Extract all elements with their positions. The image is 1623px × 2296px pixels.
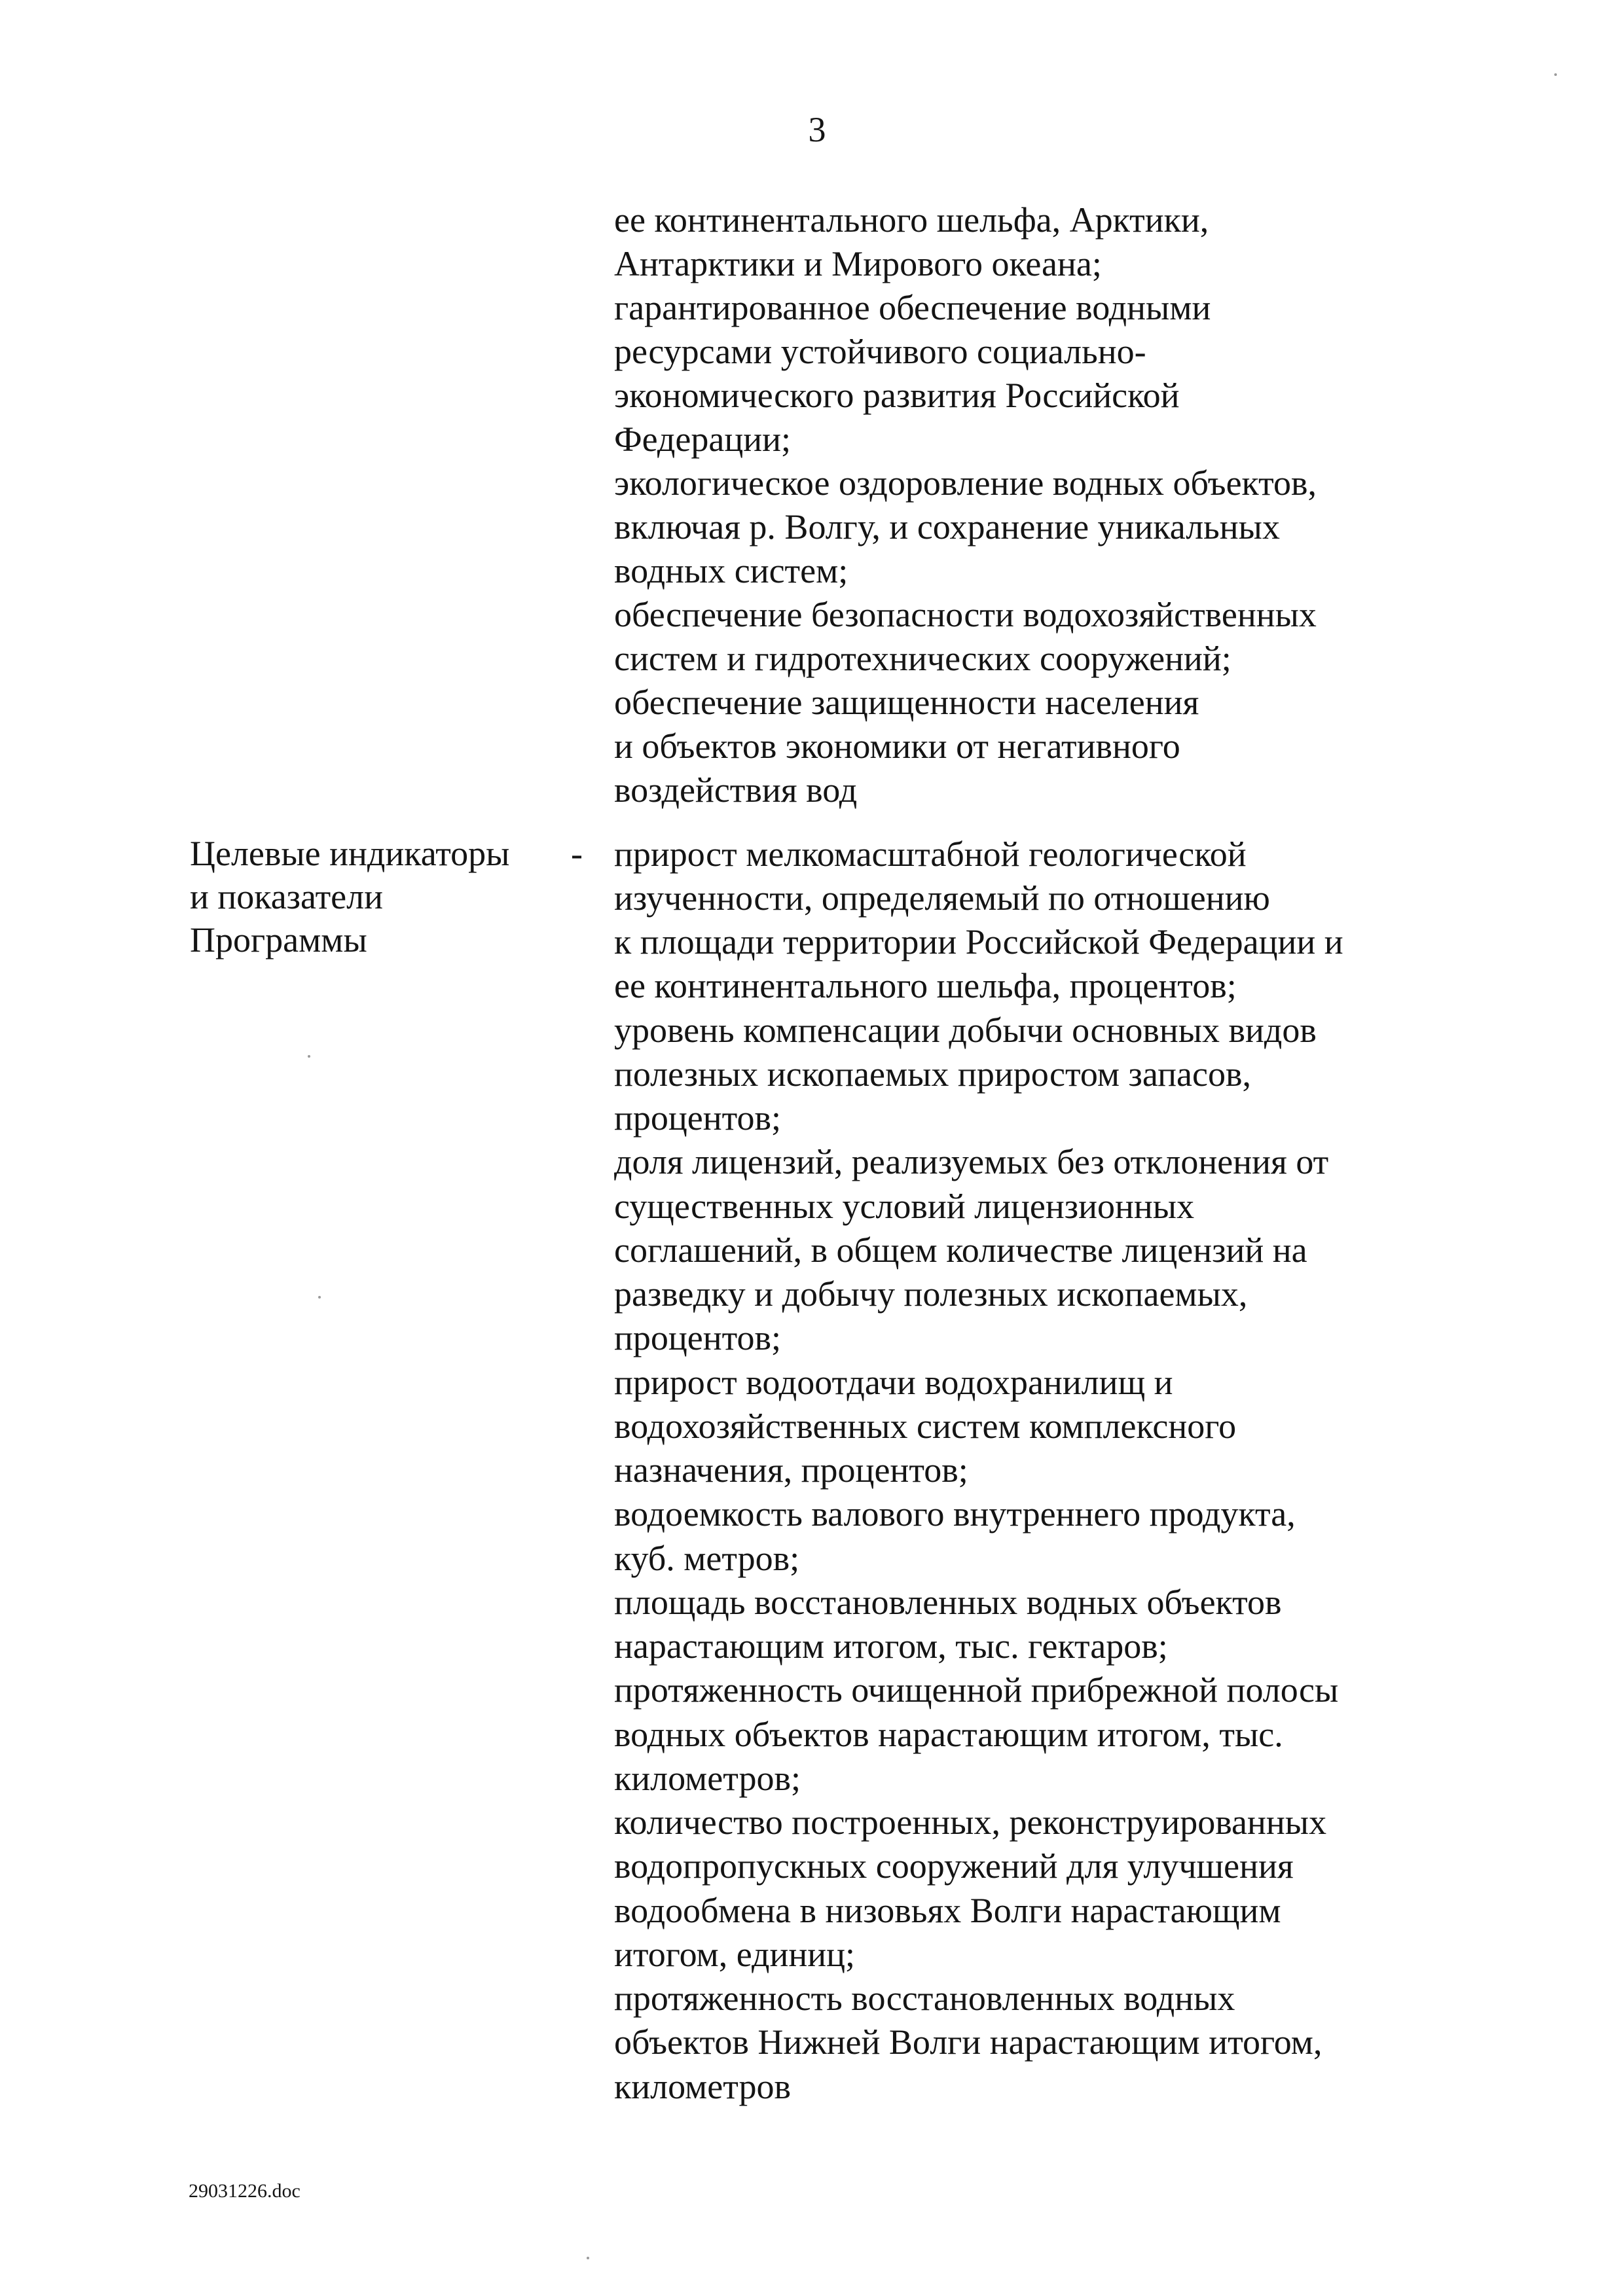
label-line: Целевые индикаторы <box>190 834 510 873</box>
document-code: 29031226.doc <box>189 2180 301 2202</box>
text-line: воздействия вод <box>614 770 858 810</box>
text-line: изученности, определяемый по отношению <box>614 878 1270 918</box>
text-line: километров; <box>614 1759 801 1798</box>
text-line: количество построенных, реконструированных <box>614 1803 1327 1842</box>
text-line: водных объектов нарастающим итогом, тыс. <box>614 1715 1283 1754</box>
text-line: ресурсами устойчивого социально- <box>614 332 1146 371</box>
text-line: процентов; <box>614 1318 782 1357</box>
text-line: Федерации; <box>614 420 792 459</box>
text-line: полезных ископаемых приростом запасов, <box>614 1054 1251 1094</box>
text-line: водных систем; <box>614 551 848 590</box>
text-line: площадь восстановленных водных объектов <box>614 1583 1282 1622</box>
label-line: и показатели <box>190 877 383 916</box>
text-line: протяженность очищенной прибрежной полосы <box>614 1670 1339 1710</box>
text-line: ее континентального шельфа, Арктики, <box>614 200 1209 240</box>
scan-speck <box>587 2257 589 2259</box>
text-line: к площади территории Российской Федерации и <box>614 922 1343 961</box>
page-number: 3 <box>808 110 826 149</box>
text-line: экологическое оздоровление водных объектов, <box>614 463 1317 503</box>
scan-speck <box>308 1055 310 1058</box>
text-line: обеспечение безопасности водохозяйственных <box>614 595 1317 634</box>
text-line: итогом, единиц; <box>614 1935 856 1974</box>
text-line: включая р. Волгу, и сохранение уникальных <box>614 507 1280 547</box>
label-dash: - <box>571 834 583 873</box>
label-line: Программы <box>190 920 367 960</box>
text-line: процентов; <box>614 1098 782 1138</box>
text-line: уровень компенсации добычи основных видов <box>614 1011 1317 1050</box>
text-line: водообмена в низовьях Волги нарастающим <box>614 1891 1281 1930</box>
text-line: куб. метров; <box>614 1539 800 1578</box>
indicators-text-block <box>614 832 1343 2109</box>
text-line: обеспечение защищенности населения <box>614 683 1199 722</box>
indicators-label <box>190 832 509 961</box>
text-line: систем и гидротехнических сооружений; <box>614 639 1231 678</box>
text-line: километров <box>614 2067 791 2106</box>
text-line: протяженность восстановленных водных <box>614 1979 1235 2018</box>
text-line: водоемкость валового внутреннего продукта, <box>614 1494 1296 1534</box>
text-line: объектов Нижней Волги нарастающим итогом, <box>614 2022 1322 2062</box>
scan-speck <box>318 1296 321 1299</box>
text-line: гарантированное обеспечение водными <box>614 288 1211 327</box>
text-line: назначения, процентов; <box>614 1450 968 1490</box>
text-line: ее континентального шельфа, процентов; <box>614 966 1237 1005</box>
text-line: Антарктики и Мирового океана; <box>614 244 1102 283</box>
text-line: существенных условий лицензионных <box>614 1187 1195 1226</box>
text-line: экономического развития Российской <box>614 376 1180 415</box>
text-line: прирост мелкомасштабной геологической <box>614 834 1247 874</box>
text-line: прирост водоотдачи водохранилищ и <box>614 1363 1173 1402</box>
text-line: нарастающим итогом, тыс. гектаров; <box>614 1626 1168 1666</box>
text-line: водопропускных сооружений для улучшения <box>614 1846 1294 1886</box>
text-line: водохозяйственных систем комплексного <box>614 1407 1237 1446</box>
text-line: доля лицензий, реализуемых без отклонения от <box>614 1142 1329 1181</box>
text-line: соглашений, в общем количестве лицензий на <box>614 1230 1307 1270</box>
scan-speck <box>1554 73 1557 76</box>
text-line: и объектов экономики от негативного <box>614 726 1180 766</box>
text-line: разведку и добычу полезных ископаемых, <box>614 1274 1248 1314</box>
continuation-text-block <box>614 198 1317 812</box>
